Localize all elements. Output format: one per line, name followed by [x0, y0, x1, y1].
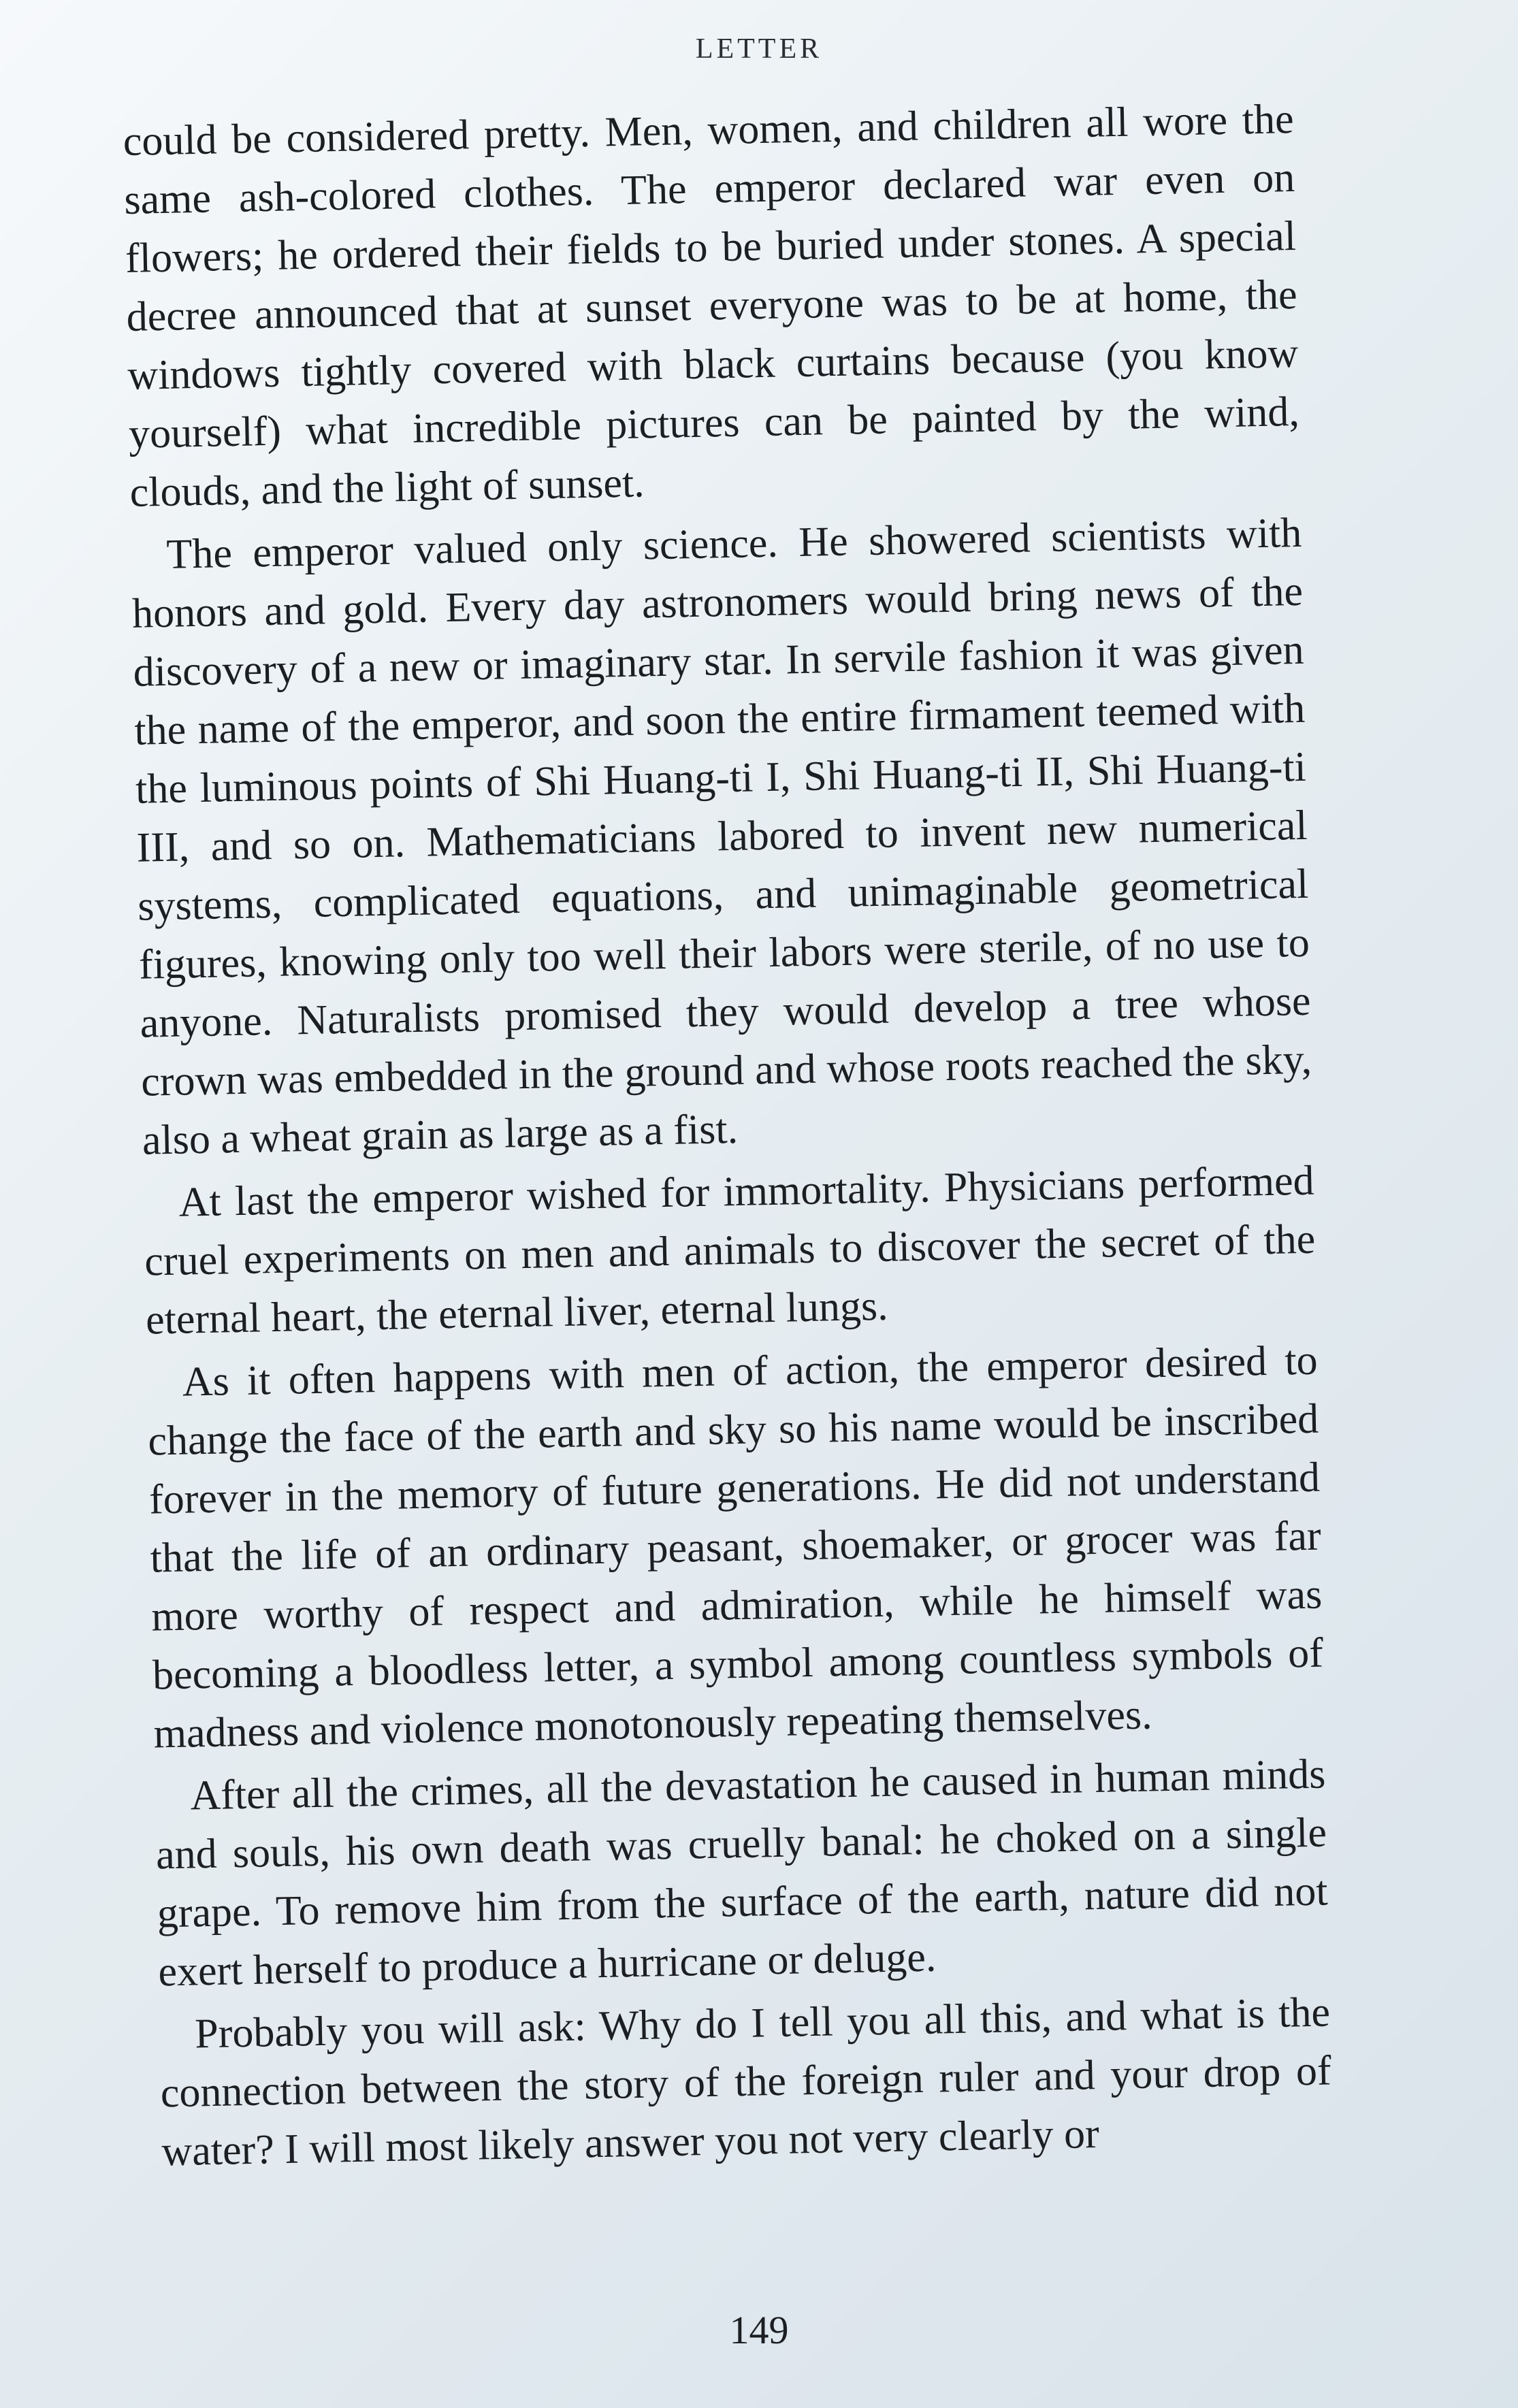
- paragraph-6: Probably you will ask: Why do I tell you all this, and what is the connection between the story of the foreign ruler and your drop of water? I will most likely answer you not very clearly or: [160, 1989, 1332, 2175]
- paragraph-3: At last the emperor wished for immortality. Physicians performed cruel experiments on men and animals to discover the secret of the eternal heart, the eternal liver, eternal lungs.: [144, 1157, 1316, 1344]
- running-head: LETTER: [695, 33, 823, 65]
- paragraph-2: The emperor valued only science. He showered scientists with honors and gold. Every day astronomers would bring news of the discovery of a new or imaginary star. In servile fashion it was given the name of the emperor, and soon the entire firmament teemed with the luminous points of Shi Huang-ti I, Shi Huang-ti II, Shi Huang-ti III, and so on. Mathematicians labored to invent new numerical systems, complicated equations, and unimaginable geometrical figures, knowing only too well their labors were sterile, of no use to anyone. Naturalists promised they would develop a tree whose crown was embedded in the ground and whose roots reached the sky, also a wheat grain as large as a fist.: [131, 509, 1312, 1164]
- body-text: [123, 90, 1333, 2185]
- paragraph-4: As it often happens with men of action, the emperor desired to change the face of the earth and sky so his name would be inscribed forever in the memory of future generations. He did not understand that the life of an ordinary peasant, shoemaker, or grocer was far more worthy of respect and admiration, while he himself was becoming a bloodless letter, a symbol among countless symbols of madness and violence monotonously repeating themselves.: [147, 1337, 1324, 1757]
- page-number: 149: [729, 2308, 789, 2352]
- paragraph-5: After all the crimes, all the devastation he caused in human minds and souls, his own death was cruelly banal: he choked on a single grape. To remove him from the surface of the earth, nature did not exert herself to produce a hurricane or deluge.: [155, 1751, 1329, 1996]
- paragraph-1: could be considered pretty. Men, women, and children all wore the same ash-colored clothes. The emperor declared war even on flowers; he ordered their fields to be buried under stones. A special decree announced that at sunset everyone was to be at home, the windows tightly covered with black curtains because (you know yourself) what incredible pictures can be painted by the wind, clouds, and the light of sunset.: [123, 95, 1300, 516]
